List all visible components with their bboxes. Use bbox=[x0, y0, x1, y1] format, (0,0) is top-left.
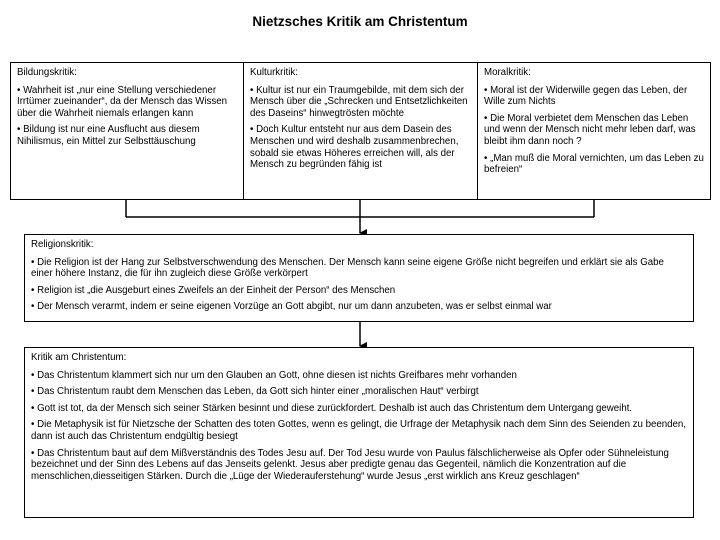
bullet-item: • Religion ist „die Ausgeburt eines Zweifels an der Einheit der Person“ des Menschen bbox=[31, 284, 396, 296]
bullet-item: • Das Christentum baut auf dem Mißverständnis des Todes Jesu auf. Der Tod Jesu wurde von Paulus fälschlicherweise als Opfer oder Sühneleistung bezeichnet und der Sinn des Lebens auf das Jenseits gelenkt. Jesus aber predigte genau das Gegenteil, nämlich die Konzentration auf die menschlichen,diesseitigen Stärken. Durch die „Lüge der Wiederauferstehung“ wurde Jesus „erst wirklich ans Kreuz geschlagen“ bbox=[31, 447, 669, 482]
box-bildungskritik bbox=[10, 62, 244, 200]
box-kritik-am-christentum bbox=[24, 347, 694, 518]
bullet-item: • Die Religion ist der Hang zur Selbstverschwendung des Menschen. Der Mensch kann seine eigene Größe nicht begreifen und erklärt sie als Gabe einer höhere Instanz, die für ihn zugleich diese Größe verkörpert bbox=[31, 256, 664, 280]
box-heading: Kulturkritik: bbox=[250, 67, 298, 78]
bullet-item: • Das Christentum klammert sich nur um den Glauben an Gott, ohne diesen ist nichts Greifbares mehr vorhanden bbox=[31, 369, 517, 381]
box-heading: Religionskritik: bbox=[31, 239, 94, 250]
bullet-item: • Die Metaphysik ist für Nietzsche der Schatten des toten Gottes, wenn es gelingt, die Urfrage der Metaphysik nach dem Sinn des Seienden zu beenden, dann ist auch das Christentum endgültig besiegt bbox=[31, 419, 686, 442]
bullet-item: • Das Christentum raubt dem Menschen das Leben, da Gott sich hinter einer „moralischen Haut“ verbirgt bbox=[31, 386, 479, 398]
bullet-item: • Doch Kultur entsteht nur aus dem Dasein des Menschen und wird deshalb zusammenbrechen, sobald sie etwas Höheres erreichen will, als der Mensch zu begründen fähig ist bbox=[250, 124, 459, 171]
box-moralkritik bbox=[477, 62, 711, 200]
bullet-item: • „Man muß die Moral vernichten, um das Leben zu befreien“ bbox=[484, 152, 704, 176]
bullet-item: • Die Moral verbietet dem Menschen das Leben und wenn der Mensch nicht mehr leben darf, was bleibt ihm dann noch ? bbox=[484, 112, 696, 147]
box-religionskritik bbox=[24, 234, 694, 322]
box-heading: Moralkritik: bbox=[484, 67, 531, 78]
bullet-item: • Kultur ist nur ein Traumgebilde, mit dem sich der Mensch über die „Schrecken und Entsetzlichkeiten des Daseins“ hinwegtrösten möchte bbox=[250, 84, 468, 119]
bullet-item: • Bildung ist nur eine Ausflucht aus diesem Nihilismus, ein Mittel zur Selbsttäuschung bbox=[17, 124, 200, 147]
box-heading: Bildungskritik: bbox=[17, 67, 77, 78]
bullet-item: • Gott ist tot, da der Mensch sich seiner Stärken besinnt und diese zurückfordert. Deshalb ist auch das Christentum dem Untergang geweiht. bbox=[31, 402, 633, 414]
box-heading: Kritik am Christentum: bbox=[31, 352, 127, 363]
bullet-item: • Moral ist der Widerwille gegen das Leben, der Wille zum Nichts bbox=[484, 84, 688, 108]
bullet-item: • Wahrheit ist „nur eine Stellung verschiedener Irrtümer zueinander“, da der Mensch das Wissen über die Wahrheit niemals erlangen kann bbox=[17, 84, 227, 119]
box-kulturkritik bbox=[243, 62, 478, 200]
diagram-title: Nietzsches Kritik am Christentum bbox=[252, 14, 468, 29]
bullet-item: • Der Mensch verarmt, indem er seine eigenen Vorzüge an Gott abgibt, nur um dann anzubeten, was er selbst einmal war bbox=[31, 301, 552, 313]
